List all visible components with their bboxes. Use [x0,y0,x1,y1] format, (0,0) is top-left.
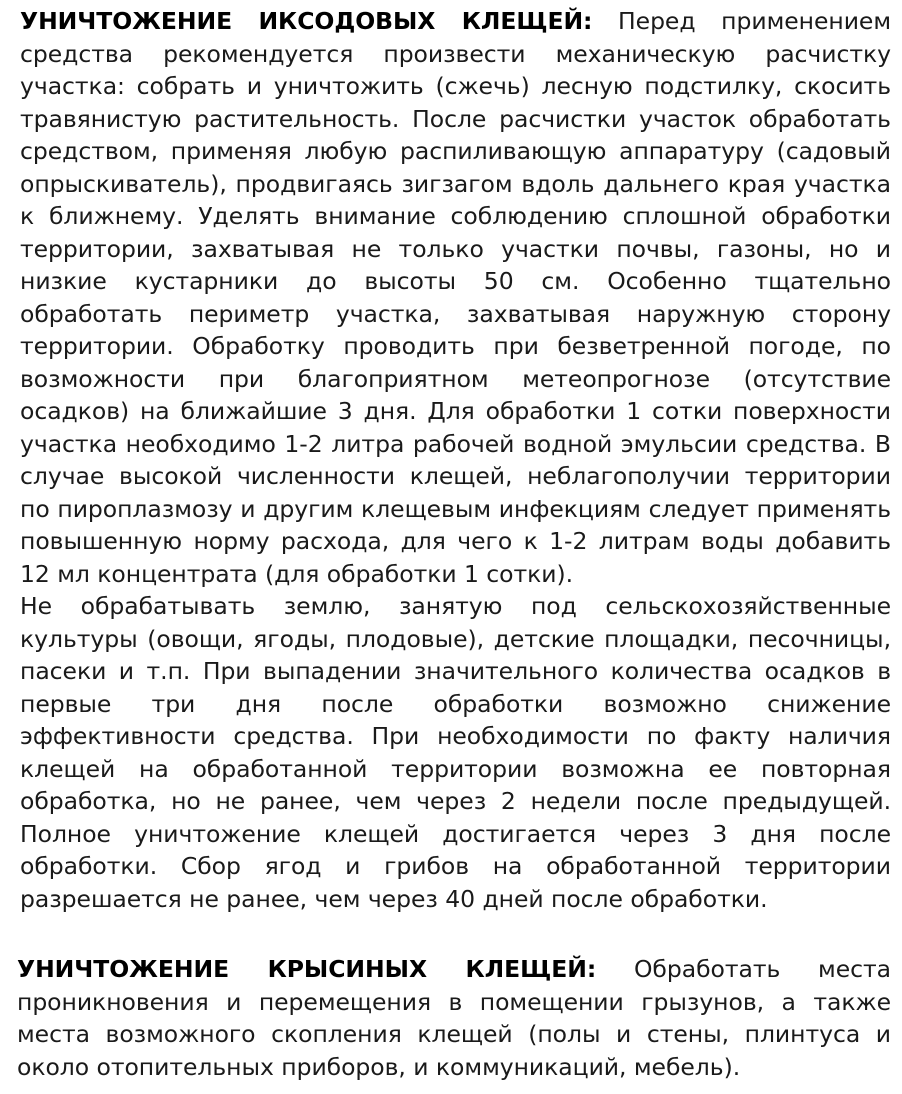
text-line: низкие кустарники до высоты 50 см. Особенно тщательно [20,267,891,295]
text-line: возможности при благоприятном метеопрогнозе (отсутствие [20,364,891,393]
section-heading: УНИЧТОЖЕНИЕ ИКСОДОВЫХ КЛЕЩЕЙ: [20,7,593,35]
section-heading: УНИЧТОЖЕНИЕ КРЫСИНЫХ КЛЕЩЕЙ: [17,955,597,983]
text-fragment: Обработать места [596,955,891,983]
text-line: Не обрабатывать землю, занятую под сельскохозяйственные [20,592,891,620]
text-line: повышенную норму расхода, для чего к 1-2 литрам воды добавить [20,527,891,555]
text-line: средства рекомендуется произвести механическую расчистку [20,39,891,68]
paragraph-ixodid-main [20,5,891,590]
text-line: 12 мл концентрата (для обработки 1 сотки). [20,559,574,588]
text-line: опрыскиватель), продвигаясь зигзагом вдоль дальнего края участка [20,169,891,198]
text-line: обработка, но не ранее, чем через 2 недели после предыдущей. [20,787,891,815]
text-line: культуры (овощи, ягоды, плодовые), детские площадки, песочницы, [20,624,891,653]
text-fragment: Перед применением [592,7,891,35]
text-line: участка необходимо 1-2 литра рабочей водной эмульсии средства. В [20,429,891,458]
text-line: первые три дня после обработки возможно снижение [20,689,891,718]
text-line: пасеки и т.п. При выпадении значительного количества осадков в [20,657,891,685]
text-line: около отопительных приборов, и коммуникаций, мебель). [17,1052,741,1081]
text-line: Полное уничтожение клещей достигается через 3 дня после [20,819,891,848]
text-line: проникновения и перемещения в помещении грызунов, а также [17,987,891,1016]
text-line [17,953,891,986]
text-line: места возможного скопления клещей (полы и стены, плинтуса и [17,1020,891,1048]
text-line: средством, применяя любую распиливающую аппаратуру (садовый [20,137,891,165]
text-line: обработать периметр участка, захватывая наружную сторону [20,299,891,328]
section-ixodid-ticks [20,5,891,915]
text-line: случае высокой численности клещей, неблагополучии территории [20,462,891,490]
text-line: территории, захватывая не только участки почвы, газоны, но и [20,234,891,263]
text-line: территории. Обработку проводить при безветренной погоде, по [20,332,891,360]
text-line: клещей на обработанной территории возможна ее повторная [20,754,891,783]
text-line: по пироплазмозу и другим клещевым инфекциям следует применять [20,494,891,523]
text-line: участка: собрать и уничтожить (сжечь) лесную подстилку, скосить [20,72,891,100]
text-line: эффективности средства. При необходимости по факту наличия [20,722,891,750]
section-rat-mites [17,953,891,1083]
text-line: осадков) на ближайшие 3 дня. Для обработки 1 сотки поверхности [20,397,891,425]
text-line: травянистую растительность. После расчистки участок обработать [20,104,891,133]
text-line [20,5,891,38]
text-line: обработки. Сбор ягод и грибов на обработанной территории [20,852,891,880]
text-line: разрешается не ранее, чем через 40 дней после обработки. [20,884,768,913]
paragraph-rat-mites [17,953,891,1083]
paragraph-ixodid-restrictions [20,590,891,915]
text-line: к ближнему. Уделять внимание соблюдению сплошной обработки [20,202,891,230]
